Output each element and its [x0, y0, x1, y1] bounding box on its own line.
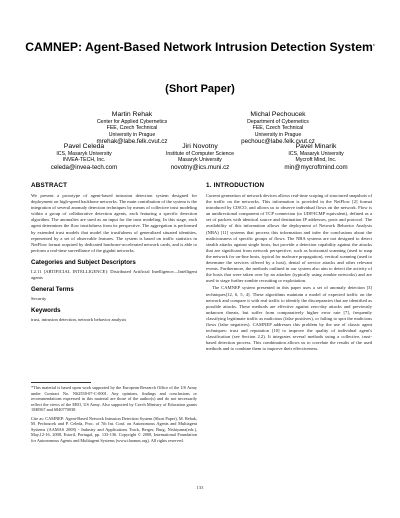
- author-block: [140, 142, 260, 171]
- author-affiliation: FEE, Czech Technical: [106, 125, 158, 132]
- keywords-text: trust, intrusion detection, network behavior analysis: [31, 317, 127, 323]
- title-footnote-mark: *: [372, 44, 375, 50]
- categories-heading: Categories and Subject Descriptors: [31, 258, 136, 266]
- author-affiliation: Masaryk University: [178, 157, 222, 164]
- right-column: [206, 182, 372, 352]
- paper-subtitle: (Short Paper): [165, 83, 235, 95]
- categories-text: I.2.11 [ARTIFICIAL INTELLIGENCE]: Distributed Artificial Intelligence—Intelligent agents: [31, 268, 197, 281]
- author-email: novotny@ics.muni.cz: [170, 163, 230, 171]
- introduction-paragraph: Current generation of network devices allows real-time scoping of structured snapshots of the traffic on the networks. This information is provided in the NetFlow [2] format introduced by CISCO, and allows us to observe individual flows on the network. Flow is an unidirectional component of TCP connection (or UDP/ICMP equivalent), defined as a set of packets with identical source and destination IP addresses, ports and protocol. The availability of this information allows the deployment of Network Behavior Analysis (NBA) [11] systems that process this information and infer the conclusions about the maliciousness of specific groups of flows. The NBA systems are not designed to detect stealth attacks against single hosts, but provide a detection capability against the attacks that are significant from network perspective, such as horizontal scanning (used to map the network for on-line hosts, typical for malware propagation), vertical scanning (used to determine the services offered by a host), denial of service attacks and other relevant events. Furthermore, the methods outlined in our system also aim to detect the activity of the hosts that were taken over by an attacker (typically using zombie networks) and are used to stage further zombie recruiting or exploitation.: [206, 193, 372, 284]
- author-affiliation: ICS, Masaryk University: [56, 151, 112, 157]
- author-email: pechouc@labe.felk.cvut.cz: [241, 137, 315, 145]
- abstract-heading: ABSTRACT: [31, 182, 68, 189]
- author-affiliation: ICS, Masaryk University: [288, 151, 344, 157]
- author-email: min@mycroftmind.com: [284, 163, 348, 171]
- abstract-text: We present a prototype of agent-based intrusion detection system designed for deployment on high-speed backbone networks. The main contribution of the system is the integration of several anomaly detection techniques by means of collective trust modeling within a group of collaborative detection agents, each featuring a specific detection algorithm. The anomalies are used as an input for the trust modeling. In this stage, each agent determines the flow trustfulness from its perspective. The aggregation is performed by extended trust models that model the trustfulness of generalized situated identities, represented by a set of observable features. The system is based on traffic statistics in NetFlow format acquired by dedicated hardware-accelerated network cards, and is able to perform a real-time surveillance of the gigabit networks.: [31, 193, 197, 253]
- author-name: Jiri Novotny: [182, 143, 218, 150]
- author-affiliation: Mycroft Mind, Inc.: [295, 157, 337, 164]
- author-affiliation: Institute of Computer Science: [165, 151, 235, 157]
- author-affiliation: FEE, Czech Technical: [252, 125, 304, 132]
- author-name: Michal Pechoucek: [250, 111, 306, 118]
- author-affiliation: Center for Applied Cybernetics: [96, 119, 168, 125]
- footnote-divider: [31, 382, 91, 383]
- general-terms-text: Security: [31, 296, 47, 302]
- author-affiliation: University in Prague: [108, 131, 156, 138]
- page-number: 133: [196, 485, 204, 490]
- introduction-heading: 1. INTRODUCTION: [206, 182, 265, 189]
- title-text: CAMNEP: Agent-Based Network Intrusion Detection System: [25, 40, 373, 54]
- author-name: Martin Rehak: [111, 111, 153, 118]
- keywords-heading: Keywords: [31, 307, 61, 315]
- author-email: celeda@invea-tech.com: [50, 163, 118, 171]
- author-email: mrehak@labe.felk.cvut.cz: [96, 137, 168, 145]
- author-name: Pavel Minarik: [295, 143, 337, 150]
- author-block: [256, 142, 376, 171]
- general-terms-heading: General Terms: [31, 286, 74, 294]
- paper-title: [20, 40, 380, 55]
- author-affiliation: Department of Cybernetics: [247, 119, 309, 125]
- author-block: [62, 110, 202, 145]
- funding-footnote: *This material is based upon work supported by the European Research Office of the US Army under Contract No. N62558-07-C-0001. Any opinions, findings and conclusions or recommendations expressed in this material are those of the author(s) and do not necessarily reflect the views of the ERO, US Army. Also supported by Czech Ministry of Education grants 1M0567 and 6840770038: [31, 385, 197, 412]
- footnotes: [31, 385, 197, 443]
- author-affiliation: University in Prague: [254, 131, 302, 138]
- left-column: [31, 182, 197, 323]
- citation-footnote: Cite as: CAMNEP: Agent-Based Network Intrusion Detection System (Short Paper), M. Rehak, M. Pechoucek and P. Celeda, Proc. of 7th Int. Conf. on Autonomous Agents and Multiagent Systems (AAMAS 2008) - Industry and Applications Track, Berger, Burg, Nishiyama(eds.), May,12-16, 2008, Estoril, Portugal, pp. 133-136. Copyright © 2008, International Foundation for Autonomous Agents and Multiagent Systems (www.ifaamas.org). All rights reserved.: [31, 415, 197, 443]
- introduction-paragraph: The CAMNEP system presented in this paper uses a set of anomaly detection [3] techniques[12, 6, 5, 4]. These algorithms maintain a model of expected traffic on the network and compare it with real traffic to identify the discrepancies that are identified as possible attacks. These methods are effective against zero-day attacks and previously unknown threats, but suffer from comparatively higher error rate [7], frequently classifying legitimate traffic as malicious (false positives), or failing to spot the malicious flows (false negatives). CAMNEP addresses this problem by the use of classic agent techniques: trust and reputation [10] to improve the quality of individual agent's classification (see Section 2.2). It integrates several methods using a collective, trust-based detection process. This combination allows us to correlate the results of the used methods and to combine them to improve their effectiveness.: [206, 285, 372, 352]
- author-block: [24, 142, 144, 171]
- author-name: Pavel Celeda: [63, 143, 105, 150]
- author-affiliation: INVEA-TECH, Inc.: [62, 157, 106, 164]
- author-block: [208, 110, 348, 145]
